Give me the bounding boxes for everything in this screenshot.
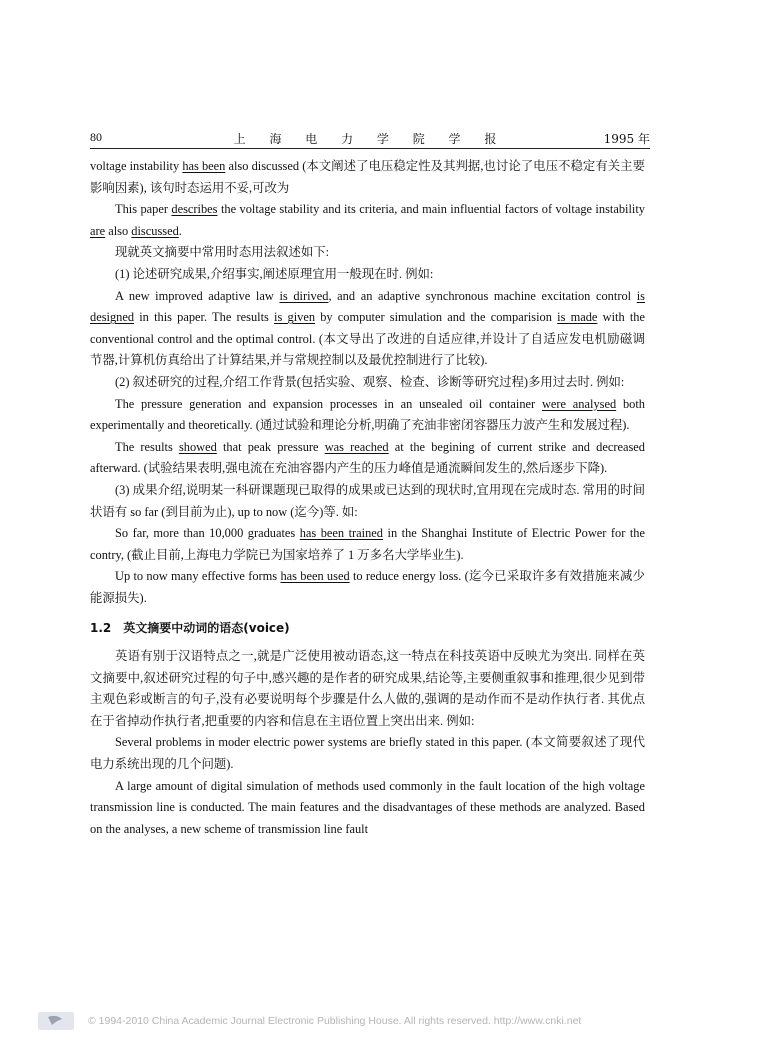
underlined-verb: has been trained [299, 526, 384, 541]
text-run: A new improved adaptive law [115, 288, 280, 303]
underlined-verb: was reached [324, 439, 389, 454]
text-run: in the Shanghai Institute of Electric Power for the contry, (截止目前,上海电力学院已为国家培养了 1 万多名大学毕业生). [90, 526, 645, 562]
paragraph-7 [90, 394, 645, 437]
text-run: with the conventional control and the optimal control. (本文导出了改进的自适应律,并设计了自适应发电机励磁调节器,计算机仿真给出了计算结果,并与常规控制以及最优控制进行了比较). [90, 310, 645, 368]
page-number: 80 [90, 130, 102, 144]
text-run: in this paper. The results [134, 310, 275, 325]
underlined-verb: showed [178, 439, 217, 454]
underlined-verb: is made [557, 310, 598, 325]
page-footer [38, 1012, 738, 1032]
section-number: 1.2 [90, 621, 112, 636]
text-run: So far, more than 10,000 graduates [115, 526, 300, 541]
text-run: , and an adaptive synchronous machine excitation control [328, 288, 637, 303]
paragraph-13: Several problems in moder electric power systems are briefly stated in this paper. (本文简要叙述了现代电力系统出现的几个问题). [90, 735, 645, 772]
running-header [90, 128, 650, 149]
text-run: This paper [115, 202, 172, 217]
text-run: voltage instability [90, 159, 183, 173]
text-run: . [178, 223, 182, 238]
copyright-notice: © 1994-2010 China Academic Journal Electronic Publishing House. All rights reserved. http://www.cnki.net [88, 1015, 582, 1027]
paragraph-12: 英语有别于汉语特点之一,就是广泛使用被动语态,这一特点在科技英语中反映尤为突出. 同样在英文摘要中,叙述研究过程的句子中,感兴趣的是作者的研究成果,结论等,主要侧重叙事和推理,很少见到带主观色彩或断言的句子,没有必要说明每个步骤是什么人做的,强调的是动作而不是动作执行者. 其优点在于省掉动作执行者,把重要的内容和信息在主语位置上突出出来. 例如: [90, 649, 645, 728]
underlined-verb: has been used [280, 569, 350, 584]
underlined-verb: describes [171, 202, 218, 217]
section-heading [90, 618, 645, 640]
text-run: at the begining of current strike and decreased afterward. (试验结果表明,强电流在充油容器内产生的压力峰值是通流瞬间发生的,然后逐步下降). [90, 439, 645, 476]
section-title: 英文摘要中动词的语态(voice) [123, 621, 290, 636]
article-body [90, 156, 645, 840]
text-run: both experimentally and theoretically. (通过试验和理论分析,明确了充油非密闭容器压力波产生和发展过程). [90, 396, 645, 433]
underlined-verb: are [90, 223, 106, 238]
text-run: that peak pressure [216, 439, 325, 454]
underlined-verb: were analysed [541, 396, 617, 411]
text-run: the voltage stability and its criteria, and main influential factors of voltage instability [217, 202, 645, 217]
underlined-verb: is designed [90, 288, 645, 325]
paragraph-10 [90, 523, 645, 566]
underlined-verb: is given [274, 310, 316, 325]
paragraph-6: (2) 叙述研究的过程,介绍工作背景(包括实验、观察、检查、诊断等研究过程)多用过去时. 例如: [115, 374, 625, 389]
underlined-verb: discussed [131, 223, 179, 238]
text-run: Up to now many effective forms [115, 569, 281, 584]
text-run: also [105, 223, 132, 238]
paragraph-11 [90, 566, 645, 609]
cnki-logo-icon [38, 1012, 74, 1030]
paragraph-5 [90, 286, 645, 372]
text-run: The pressure generation and expansion processes in an unsealed oil container [115, 396, 542, 411]
publication-year: 1995 年 [603, 132, 650, 146]
underlined-verb: has been [182, 159, 226, 173]
journal-title: 上 海 电 力 学 院 学 报 [233, 132, 507, 146]
text-run: by computer simulation and the comparision [315, 310, 558, 325]
paragraph-14: A large amount of digital simulation of methods used commonly in the fault location of the high voltage transmission line is conducted. The main features and the disadvantages of these methods are analyzed. Based on the analyses, a new scheme of transmission line fault [90, 778, 645, 836]
text-run: The results [115, 439, 179, 454]
paragraph-4: (1) 论述研究成果,介绍事实,阐述原理宜用一般现在时. 例如: [115, 266, 434, 281]
paragraph-1 [90, 156, 645, 199]
paragraph-3: 现就英文摘要中常用时态用法叙述如下: [115, 245, 330, 260]
paragraph-2 [90, 199, 645, 242]
underlined-verb: is dirived [279, 288, 329, 303]
paragraph-8 [90, 437, 645, 480]
text-run: to reduce energy loss. (迄今已采取许多有效措施来减少能源损失). [90, 569, 645, 605]
paragraph-9: (3) 成果介绍,说明某一科研课题现已取得的成果或已达到的现状时,宜用现在完成时态. 常用的时间状语有 so far (到目前为止), up to now (迄今)等. 如: [90, 482, 645, 519]
text-run: also discussed (本文阐述了电压稳定性及其判据,也讨论了电压不稳定有关主要影响因素), 该句时态运用不妥,可改为 [90, 159, 645, 195]
